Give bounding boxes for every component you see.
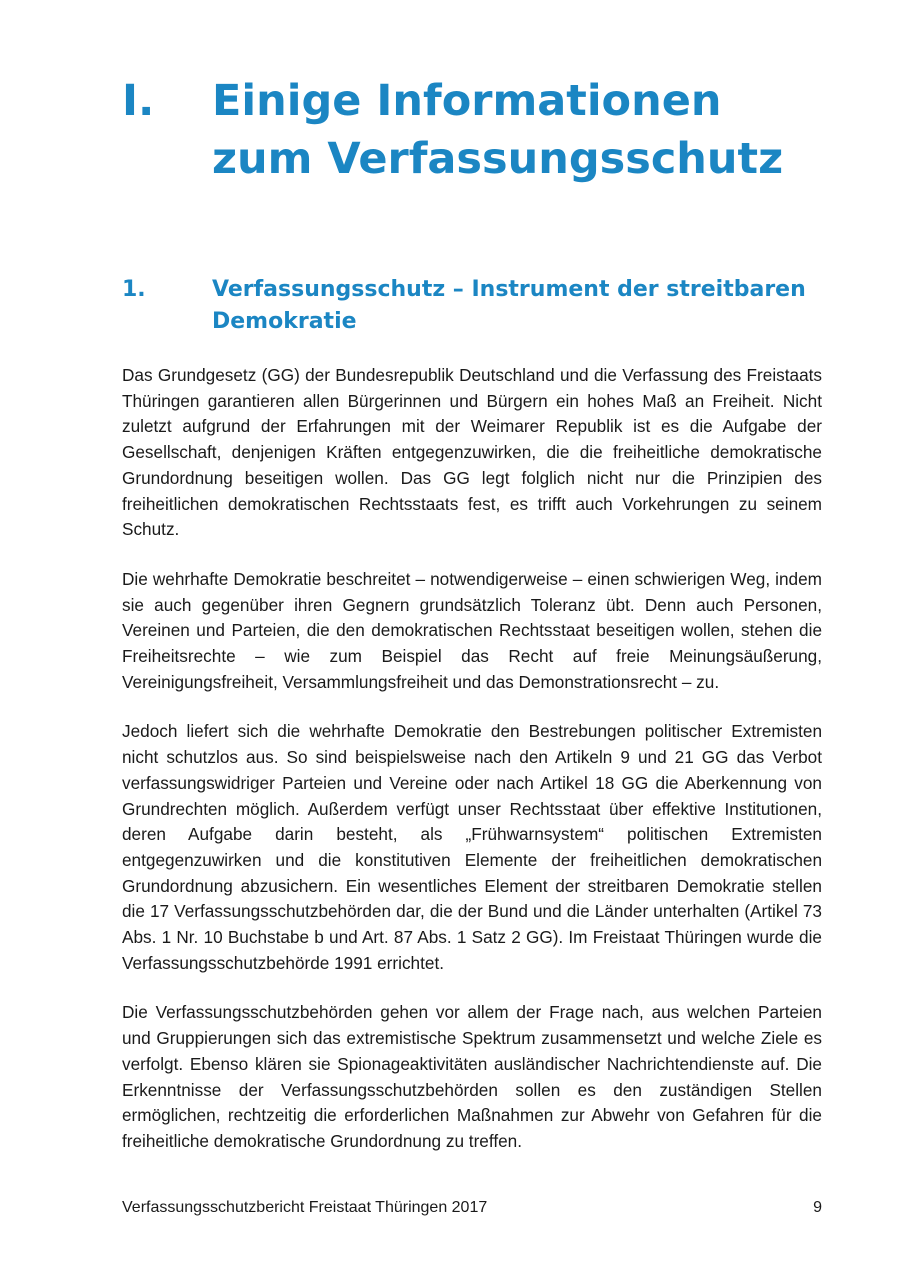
paragraph-3: Jedoch liefert sich die wehrhafte Demokratie den Bestrebungen politischer Extremisten nicht schutzlos aus. So sind beispielsweise nach den Artikeln 9 und 21 GG das Verbot verfassungswidriger Parteien und Vereine oder nach Artikel 18 GG die Aberkennung von Grundrechten möglich. Außerdem verfügt unser Rechtsstaat über effektive Institutionen, deren Aufgabe darin besteht, als „Frühwarnsystem“ politischen Extremisten entgegenzuwirken und die konstitutiven Elemente der freiheitlichen demokratischen Grundordnung abzusichern. Ein wesentliches Element der streitbaren Demokratie stellen die 17 Verfassungsschutzbehörden dar, die der Bund und die Länder unterhalten (Artikel 73 Abs. 1 Nr. 10 Buchstabe b und Art. 87 Abs. 1 Satz 2 GG). Im Freistaat Thüringen wurde die Verfassungsschutzbehörde 1991 errichtet. [122,721,822,973]
section-number: 1. [122,277,146,302]
chapter-title: Einige Informationen zum Verfassungsschutz [212,76,784,184]
paragraph-4: Die Verfassungsschutzbehörden gehen vor allem der Frage nach, aus welchen Parteien und Gruppierungen sich das extremistische Spektrum zusammensetzt und welche Ziele es verfolgt. Ebenso klären sie Spionageaktivitäten ausländischer Nachrichtendienste auf. Die Erkenntnisse der Verfassungsschutzbehörden sollen es den zuständigen Stellen ermöglichen, rechtzeitig die erforderlichen Maßnahmen zur Abwehr von Gefahren für die freiheitliche demokratische Grundordnung zu treffen. [122,1002,822,1151]
paragraph-2: Die wehrhafte Demokratie beschreitet – notwendigerweise – einen schwierigen Weg, indem sie auch gegenüber ihren Gegnern grundsätzlich Toleranz übt. Denn auch Personen, Vereinen und Parteien, die den demokratischen Rechtsstaat beseitigen wollen, stehen die Freiheitsrechte – wie zum Beispiel das Recht auf freie Meinungsäußerung, Vereinigungsfreiheit, Versammlungsfreiheit und das Demonstrationsrecht – zu. [122,568,822,692]
body-text [122,363,822,1179]
paragraph-1: Das Grundgesetz (GG) der Bundesrepublik Deutschland und die Verfassung des Freistaats Thüringen garantieren allen Bürgerinnen und Bürgern ein hohes Maß an Freiheit. Nicht zuletzt aufgrund der Erfahrungen mit der Weimarer Republik ist es die Aufgabe der Gesellschaft, denjenigen Kräften entgegenzuwirken, die die freiheitliche demokratische Grundordnung beseitigen wollen. Das GG legt folglich nicht nur die Prinzipien des freiheitlichen demokratischen Rechtsstaats fest, es trifft auch Vorkehrungen zu seinem Schutz. [122,365,822,540]
chapter-number: I. [122,76,155,126]
footer-publication: Verfassungsschutzbericht Freistaat Thüringen 2017 [122,1199,488,1216]
page-number: 9 [813,1199,822,1216]
section-title: Verfassungsschutz – Instrument der streitbaren Demokratie [212,277,806,334]
